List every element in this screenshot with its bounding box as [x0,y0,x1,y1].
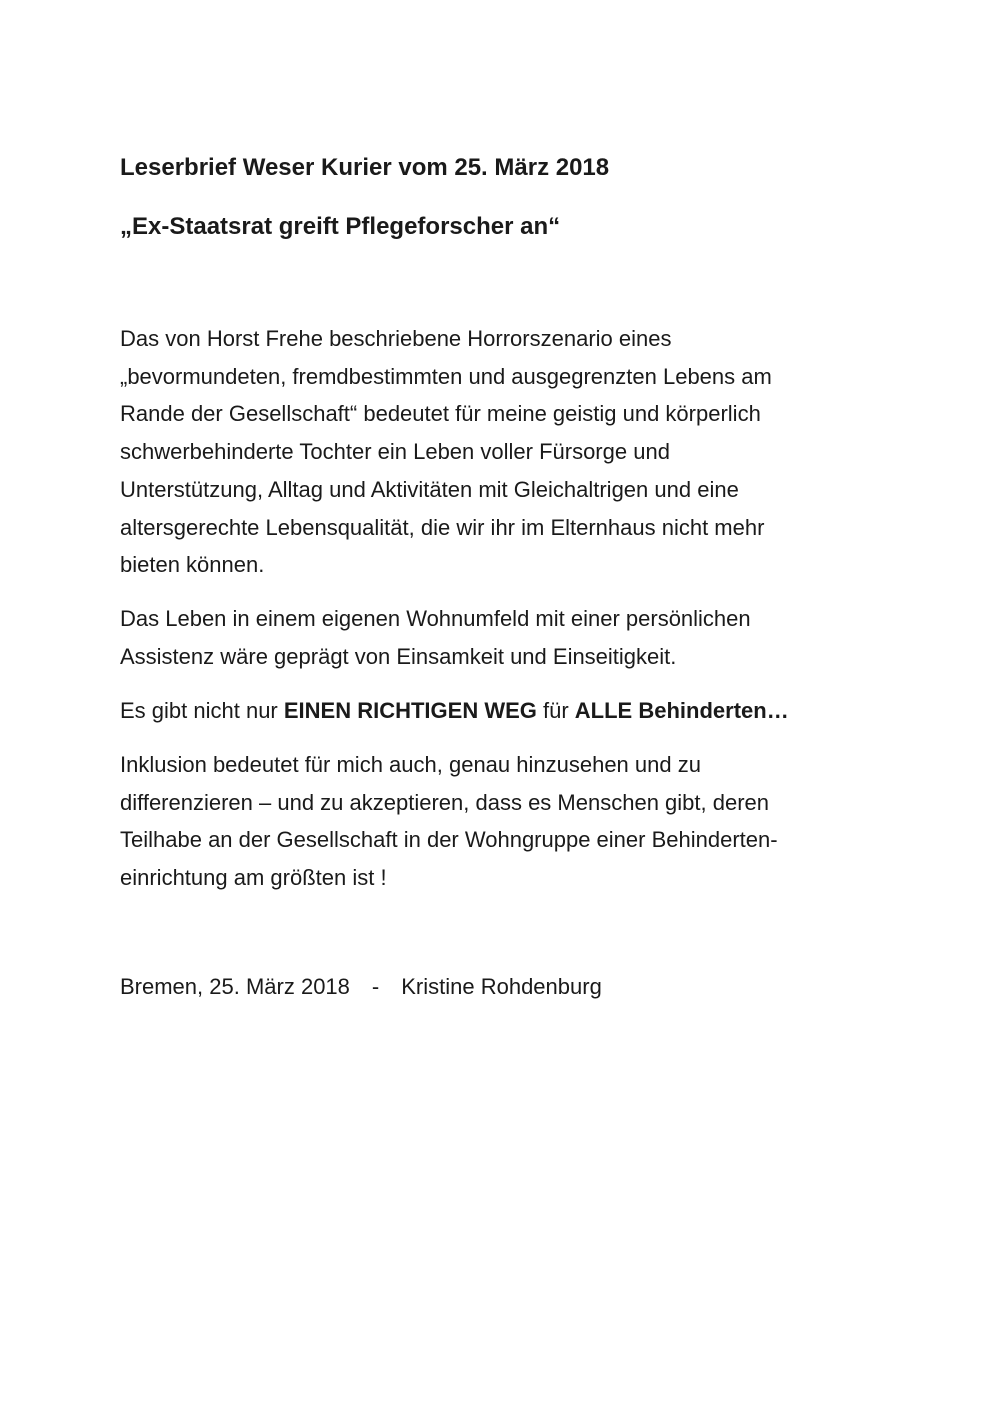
paragraph-line: Unterstützung, Alltag und Aktivitäten mit Gleichaltrigen und eine [120,476,739,502]
paragraph-line: Assistenz wäre geprägt von Einsamkeit und Einseitigkeit. [120,643,677,669]
paragraph-line: Inklusion bedeutet für mich auch, genau hinzusehen und zu [120,752,701,777]
paragraph-2 [120,600,880,675]
paragraph-line: schwerbehinderte Tochter ein Leben voller Fürsorge und [120,439,670,465]
paragraph-line: altersgerechte Lebensqualität, die wir ihr im Elternhaus nicht mehr [120,514,765,540]
article-title: „Ex-Staatsrat greift Pflegeforscher an“ [120,213,561,240]
paragraph-line: Das von Horst Frehe beschriebene Horrorszenario eines [120,326,672,351]
bold-text: EINEN RICHTIGEN WEG [283,698,537,723]
paragraph-line: differenzieren – und zu akzeptieren, dass es Menschen gibt, deren [120,789,769,815]
letter-heading: Leserbrief Weser Kurier vom 25. März 2018 [120,154,610,181]
paragraph-line: Das Leben in einem eigenen Wohnumfeld mit einer persönlichen [120,606,751,631]
paragraph-line: einrichtung am größten ist ! [120,865,387,891]
text-run: für [536,698,575,723]
paragraph-line [120,692,880,730]
paragraph-line: „bevormundeten, fremdbestimmten und ausgegrenzten Lebens am [120,363,772,389]
author-name: Kristine Rohdenburg [401,974,602,999]
paragraph-4 [120,746,880,897]
signature-text [120,968,880,1006]
paragraph-3 [120,692,880,730]
text-run: Es gibt nicht nur [120,698,284,723]
bold-text: ALLE Behinderten… [574,698,789,723]
signature-line [120,968,880,1006]
place-date: Bremen, 25. März 2018 [120,974,350,999]
paragraph-1 [120,320,880,584]
paragraph-line: bieten können. [120,552,265,578]
paragraph-line: Teilhabe an der Gesellschaft in der Wohngruppe einer Behinderten- [120,827,778,853]
separator: - [371,974,380,999]
paragraph-line: Rande der Gesellschaft“ bedeutet für meine geistig und körperlich [120,401,761,427]
